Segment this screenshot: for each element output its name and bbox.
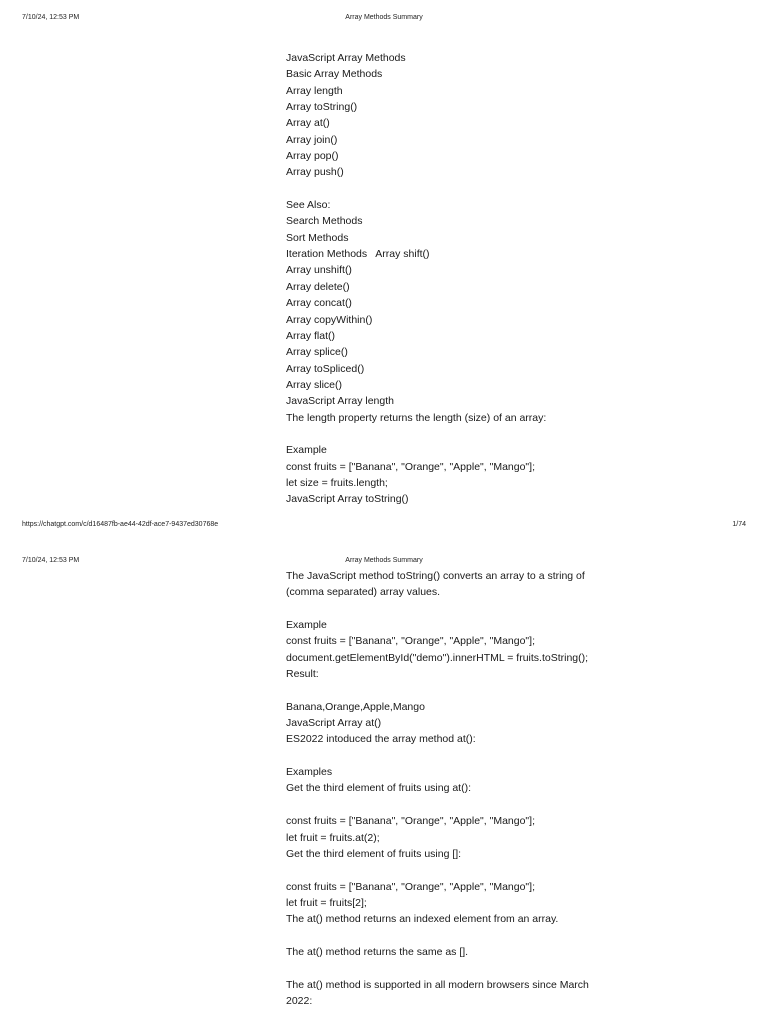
page-footer-page-number: 1/74 (732, 521, 746, 528)
text-line: let fruit = fruits.at(2); (286, 831, 380, 844)
text-line: JavaScript Array at() (286, 717, 382, 730)
text-line: Array unshift() (286, 264, 352, 277)
text-line: const fruits = ["Banana", "Orange", "Apple", "Mango"]; (286, 880, 535, 893)
text-line: Get the third element of fruits using at(): (286, 782, 472, 795)
text-line: Search Methods (286, 215, 363, 228)
text-line: Array splice() (286, 346, 348, 359)
text-line: Array toString() (286, 101, 358, 114)
text-line: const fruits = ["Banana", "Orange", "Apple", "Mango"]; (286, 635, 535, 648)
text-line: Examples (286, 766, 333, 779)
text-line: Array slice() (286, 378, 343, 391)
text-line: const fruits = ["Banana", "Orange", "Apple", "Mango"]; (286, 460, 535, 473)
text-line: Array flat() (286, 329, 336, 342)
text-line: Array toSpliced() (286, 362, 365, 375)
text-line (286, 682, 626, 698)
text-line: Basic Array Methods (286, 68, 383, 81)
text-line: The JavaScript method toString() converts an array to a string of (286, 570, 585, 582)
text-line: Array pop() (286, 150, 339, 163)
text-line: Get the third element of fruits using []: (286, 847, 462, 860)
page-footer-url: https://chatgpt.com/c/d16487fb-ae44-42df-ace7-9437ed30768e (22, 521, 219, 528)
text-line: See Also: (286, 199, 331, 212)
page-header-title: Array Methods Summary (345, 557, 423, 564)
page-body-text (286, 50, 626, 508)
text-line: let size = fruits.length; (286, 476, 388, 489)
text-line: The length property returns the length (size) of an array: (286, 411, 547, 424)
text-line: JavaScript Array Methods (286, 52, 406, 64)
page-header-date: 7/10/24, 12:53 PM (22, 557, 80, 564)
text-line: 2022: (286, 994, 313, 1007)
text-line: document.getElementById("demo").innerHTML = fruits.toString(); (286, 651, 589, 664)
page-header-date: 7/10/24, 12:53 PM (22, 14, 80, 21)
text-line: (comma separated) array values. (286, 586, 441, 599)
text-line: Array push() (286, 166, 344, 179)
text-line: Sort Methods (286, 231, 349, 244)
text-line (286, 748, 626, 764)
text-line (286, 601, 626, 617)
text-line: JavaScript Array toString() (286, 493, 409, 506)
text-line: Array delete() (286, 280, 350, 293)
text-line: The at() method returns the same as []. (286, 945, 469, 958)
text-line: The at() method returns an indexed element from an array. (286, 913, 559, 926)
text-line: let fruit = fruits[2]; (286, 896, 367, 909)
text-line: ES2022 intoduced the array method at(): (286, 733, 476, 746)
text-line: Array at() (286, 117, 330, 130)
page-body-text (286, 568, 626, 1009)
text-line (286, 960, 626, 976)
text-line: Array join() (286, 133, 338, 146)
text-line (286, 797, 626, 813)
text-line: Example (286, 619, 327, 632)
text-line (286, 862, 626, 878)
document-page-2 (0, 548, 768, 1024)
text-line (286, 181, 626, 197)
text-line: Result: (286, 668, 319, 681)
text-line: const fruits = ["Banana", "Orange", "Apple", "Mango"]; (286, 815, 535, 828)
text-line (286, 426, 626, 442)
text-line: Array concat() (286, 297, 352, 310)
text-line: Iteration Methods Array shift() (286, 248, 430, 261)
text-line: Array length (286, 84, 343, 97)
text-line: Array copyWithin() (286, 313, 373, 326)
page-header-title: Array Methods Summary (345, 14, 423, 21)
text-line (286, 928, 626, 944)
text-line: Banana,Orange,Apple,Mango (286, 700, 425, 713)
text-line: Example (286, 444, 327, 457)
text-line: JavaScript Array length (286, 395, 394, 408)
text-line: The at() method is supported in all modern browsers since March (286, 978, 589, 991)
